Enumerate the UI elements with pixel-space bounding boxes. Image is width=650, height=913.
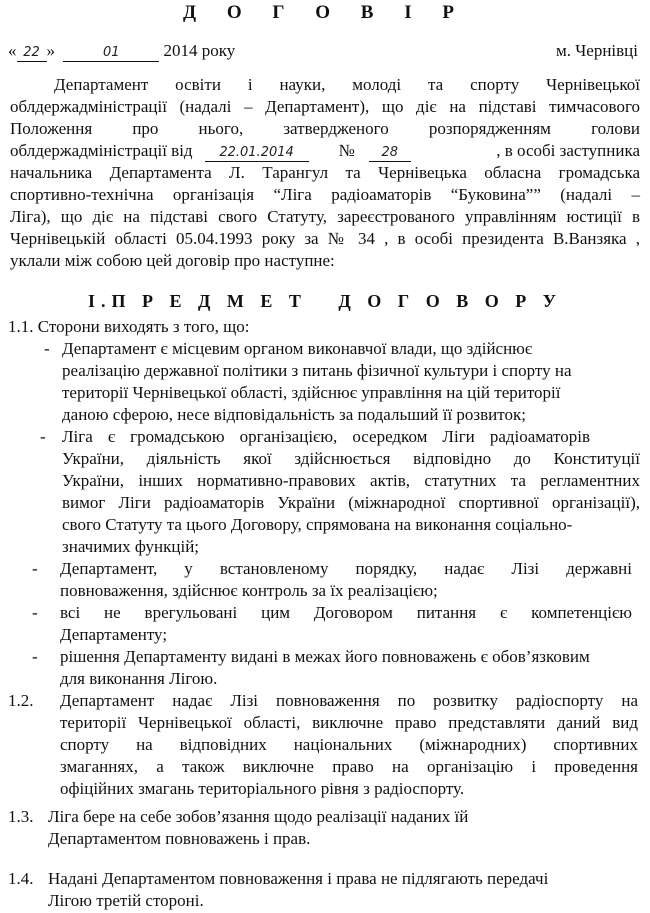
clause-line: офіційних змагань територіального рівня з радіоспорту. (60, 779, 465, 798)
item-line: свого Статуту та цього Договору, спрямована на виконання соціально- (62, 515, 573, 534)
year-text: 2014 року (163, 41, 236, 60)
clause-number: 1.1. (8, 317, 34, 336)
clause-number: 1.2. (8, 691, 34, 710)
item-line: України, інших нормативно-правових актів, статутних та регламентних (62, 471, 640, 490)
item-line: реалізацію державної політики з питань фізичної культури і спорту на (62, 361, 572, 380)
open-quote: « (8, 41, 17, 60)
clause-line: Департамент надає Лізі повноваження по розвитку радіоспорту на (60, 691, 638, 710)
clause-number: 1.3. (8, 807, 34, 826)
item-line: повноваження, здійснює контроль за їх реалізацією; (60, 581, 438, 600)
clause-line: території Чернівецької області, виключне право представляти даний вид (60, 713, 638, 732)
intro-line: облдержадміністрації (надалі – Департамент), що діє на підставі тимчасового (10, 97, 640, 116)
intro-paragraph (10, 74, 640, 272)
month-field: 01 (63, 42, 159, 62)
section-heading: І.П Р Е Д М Е Т Д О Г О В О Р У (88, 291, 562, 311)
dash-marker: - (44, 339, 50, 358)
day-field: 22 (17, 42, 47, 62)
intro-line: Чернівецькій області 05.04.1993 року за № 34 , в особі президента В.Ванзяка , (10, 229, 640, 248)
dash-marker: - (40, 427, 46, 446)
item-line: Департамент, у встановленому порядку, надає Лізі державні (60, 559, 632, 578)
dash-marker: - (32, 559, 38, 578)
intro-line: Положення про нього, затвердженого розпорядженням голови (10, 119, 640, 138)
clause-line: спорту на відповідних національних (міжнародних) спортивних (60, 735, 638, 754)
intro-line-date (10, 140, 640, 162)
list-item (32, 602, 632, 646)
clause-text: Сторони виходять з того, що: (37, 317, 250, 336)
item-line: даною сферою, несе відповідальність за подальший її розвиток; (62, 405, 526, 424)
intro-line: Департамент освіти і науки, молоді та спорту Чернівецької (54, 75, 640, 94)
item-line: території Чернівецької області, здійснює управління на цій території (62, 383, 561, 402)
list-item (44, 338, 634, 426)
item-line: Департамент є місцевим органом виконавчої влади, що здійснює (62, 339, 533, 358)
clause-line: Департаментом повноважень і прав. (48, 829, 311, 848)
item-line: для виконання Лігою. (60, 669, 218, 688)
dash-marker: - (32, 647, 38, 666)
item-line: значимих функцій; (62, 537, 200, 556)
item-line: Ліга є громадською організацією, осередком Ліги радіоаматорів (62, 427, 590, 446)
item-line: Департаменту; (60, 625, 168, 644)
dash-marker: - (32, 603, 38, 622)
clause-1-3 (8, 806, 638, 850)
city: м. Чернівці (555, 41, 638, 60)
close-quote: » (46, 41, 55, 60)
list-item (40, 426, 640, 558)
intro-line-date-pre: облдержадміністрації від (10, 141, 193, 160)
list-item (32, 558, 632, 602)
clause-line: Лігою третій стороні. (48, 891, 204, 910)
intro-line: Ліга), що діє на підставі свого Статуту, зареєстрованого управлінням юстиції в (10, 207, 640, 226)
intro-line-date-post: , в особі заступника (496, 141, 640, 160)
date-line (8, 40, 638, 62)
intro-line: начальника Департамента Л. Тарангул та Чернівецька обласна громадська (10, 163, 640, 182)
clause-1-4 (8, 868, 638, 912)
clause-number: 1.4. (8, 869, 34, 888)
clause-1-2 (8, 690, 638, 800)
clause-line: Надані Департаментом повноваження і права не підлягають передачі (48, 869, 549, 888)
clause-1-1-header (8, 316, 638, 338)
item-line: України, діяльність якої здійснюється відповідно до Конституції (62, 449, 640, 468)
decree-date-field: 22.01.2014 (205, 142, 309, 162)
item-line: всі не врегульовані цим Договором питання є компетенцією (60, 603, 632, 622)
item-line: рішення Департаменту видані в межах його повноважень є обов’язковим (60, 647, 590, 666)
decree-number-field: 28 (369, 142, 411, 162)
intro-line: спортивно-технічна організація “Ліга радіоаматорів “Буковина”” (надалі – (10, 185, 640, 204)
intro-line-last: уклали між собою цей договір про наступне: (10, 251, 335, 270)
document-title: Д О Г О В І Р (183, 2, 467, 23)
list-item (32, 646, 632, 690)
number-sign: № (338, 141, 355, 160)
clause-line: змаганнях, а також виключне право на організацію і проведення (60, 757, 638, 776)
clause-line: Ліга бере на себе зобов’язання щодо реалізації наданих їй (48, 807, 469, 826)
item-line: вимог Ліги радіоаматорів України (міжнародної спортивної організації), (62, 493, 640, 512)
